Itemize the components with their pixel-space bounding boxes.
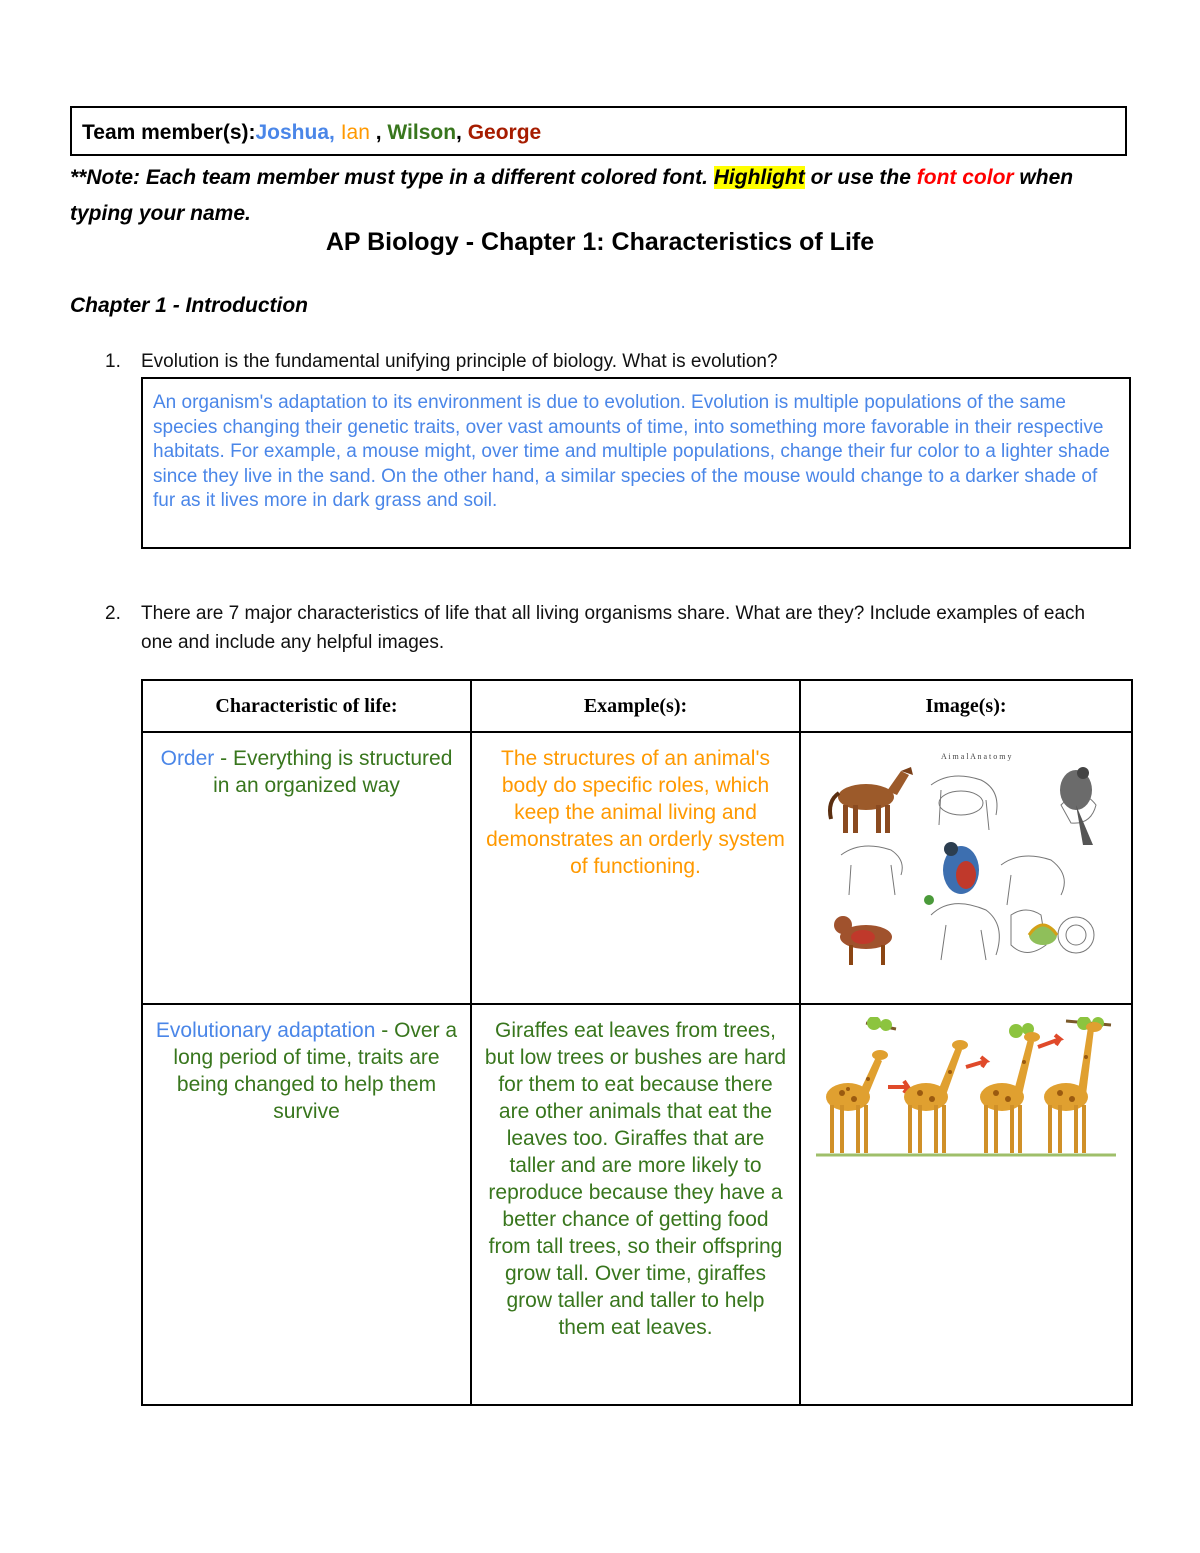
member-ian: Ian [334, 121, 370, 144]
question-number: 2. [105, 603, 121, 624]
note-font-color: font color [916, 166, 1014, 189]
member-wilson: Wilson [387, 121, 457, 144]
note-highlight: Highlight [713, 166, 805, 189]
image-cell[interactable] [800, 732, 1132, 1004]
characteristics-table [141, 679, 1133, 1406]
note-part2: or use the [804, 166, 917, 189]
team-label: Team member(s): [82, 121, 256, 144]
image-cell[interactable] [800, 1004, 1132, 1405]
page-title: AP Biology - Chapter 1: Characteristics of Life [325, 228, 875, 256]
answer-box-1[interactable]: An organism's adaptation to its environment is due to evolution. Evolution is multiple populations of the same species changing their genetic traits, over vast amounts of time, into something more favorable in their respective habitats. For example, a mouse might, over time and multiple populations, change their fur color to a lighter shade since they live in the sand. On the other hand, a similar species of the mouse would change to a darker shade of fur as it lives more in dark grass and soil. [141, 377, 1131, 549]
example-cell[interactable]: Giraffes eat leaves from trees, but low trees or bushes are hard for them to eat because there are other animals that eat the leaves too. Giraffes that are taller and are more likely to reproduce because they have a better chance of getting food from tall trees, so their offspring grow tall. Over time, giraffes grow taller and taller to help them eat leaves. [471, 1004, 800, 1405]
characteristic-cell[interactable] [142, 732, 471, 1004]
question-text: There are 7 major characteristics of life that all living organisms share. What are they? Include examples of each one and include any helpful images. [141, 603, 1086, 653]
example-cell[interactable]: The structures of an animal's body do specific roles, which keep the animal living and demonstrates an orderly system of functioning. [471, 732, 800, 1004]
table-row [142, 1004, 1132, 1405]
question-number: 1. [105, 351, 121, 372]
question-2 [105, 599, 1101, 657]
note-text [70, 160, 1140, 232]
giraffe-evolution-image [816, 1017, 1116, 1157]
organ-diagram-icon [1029, 925, 1057, 945]
header-characteristic: Characteristic of life: [142, 680, 471, 732]
header-examples: Example(s): [471, 680, 800, 732]
svg-text:A i m a l A n a t o m y: A i m a l A n a t o m y [941, 752, 1012, 761]
table-header-row [142, 680, 1132, 732]
animal-anatomy-image [821, 745, 1111, 973]
question-1 [105, 347, 1101, 376]
characteristic-definition: - Over a long period of time, traits are being changed to help them survive [173, 1019, 458, 1123]
team-members-box [70, 106, 1127, 156]
member-separator: , [369, 121, 388, 144]
header-images: Image(s): [800, 680, 1132, 732]
characteristic-term: Evolutionary adaptation [155, 1019, 376, 1042]
characteristic-term: Order [160, 747, 215, 770]
table-row [142, 732, 1132, 1004]
characteristic-definition: - Everything is structured in an organized way [213, 747, 453, 797]
note-part1: **Note: Each team member must type in a different colored font. [70, 166, 714, 189]
question-text: Evolution is the fundamental unifying principle of biology. What is evolution? [141, 351, 778, 372]
member-george: George [467, 121, 542, 144]
member-joshua: Joshua, [255, 121, 335, 144]
note-part3: when typing your name. [70, 166, 1074, 225]
section-heading: Chapter 1 - Introduction [70, 294, 308, 317]
member-separator-2: , [456, 121, 468, 144]
characteristic-cell[interactable] [142, 1004, 471, 1405]
